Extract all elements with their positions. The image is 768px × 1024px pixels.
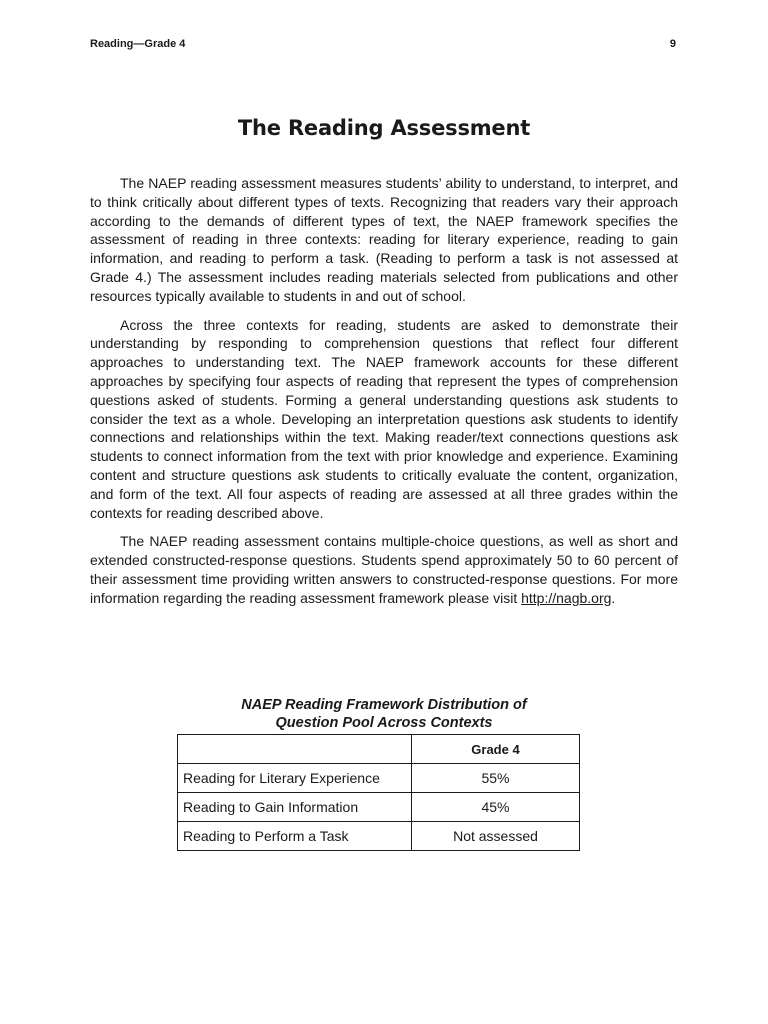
table-row (178, 793, 580, 822)
page-number: 9 (669, 38, 676, 50)
table-row (178, 764, 580, 793)
table-header-grade: Grade 4 (412, 735, 580, 764)
table-caption-line-2: Question Pool Across Contexts (275, 715, 493, 731)
nagb-link[interactable]: http://nagb.org (521, 589, 612, 606)
paragraph-3-text: The NAEP reading assessment contains multiple-choice questions, as well as short and extended constructed-response questions. Students spend approximately 50 to 60 percent of their assessment time providing written answers to constructed-response questions. For more information regarding the reading assessment framework please visit (90, 533, 678, 606)
table-cell-value: 45% (412, 793, 580, 822)
table-header-blank-cell (178, 735, 412, 764)
table-cell-value: Not assessed (412, 822, 580, 851)
paragraph-1: The NAEP reading assessment measures students’ ability to understand, to interpret, and to think critically about different types of texts. Recognizing that readers vary their approach according to the demands of different types of text, the NAEP framework specifies the assessment of reading in three contexts: reading for literary experience, reading to gain information, and reading to perform a task. (Reading to perform a task is not assessed at Grade 4.) The assessment includes reading materials selected from publications and other resources typically available to students in and out of school. (90, 175, 678, 304)
page-title: The Reading Assessment (237, 116, 531, 140)
table-header-row (178, 735, 580, 764)
running-head-title: Reading—Grade 4 (90, 38, 186, 50)
table-cell-context: Reading to Perform a Task (178, 822, 412, 851)
table-cell-value: 55% (412, 764, 580, 793)
table-cell-context: Reading for Literary Experience (178, 764, 412, 793)
table-row (178, 822, 580, 851)
distribution-table (177, 734, 580, 851)
table-caption-line-1: NAEP Reading Framework Distribution of (241, 697, 527, 713)
paragraph-2: Across the three contexts for reading, students are asked to demonstrate their understanding by responding to comprehension questions that reflect four different approaches to understanding text. The NAEP framework accounts for these different approaches by specifying four aspects of reading that represent the types of comprehension questions asked of students. Forming a general understanding questions ask students to consider the text as a whole. Developing an interpretation questions ask students to identify connections and relationships within the text. Making reader/text connections questions ask students to connect information from the text with prior knowledge and experience. Examining content and structure questions ask students to critically evaluate the content, organization, and form of the text. All four aspects of reading are assessed at all three grades within the contexts for reading described above. (90, 316, 678, 521)
table-caption (0, 696, 768, 732)
running-head (90, 38, 676, 54)
table-cell-context: Reading to Gain Information (178, 793, 412, 822)
body-text (90, 174, 678, 618)
paragraph-3 (90, 532, 678, 607)
paragraph-3-end: . (611, 589, 616, 606)
